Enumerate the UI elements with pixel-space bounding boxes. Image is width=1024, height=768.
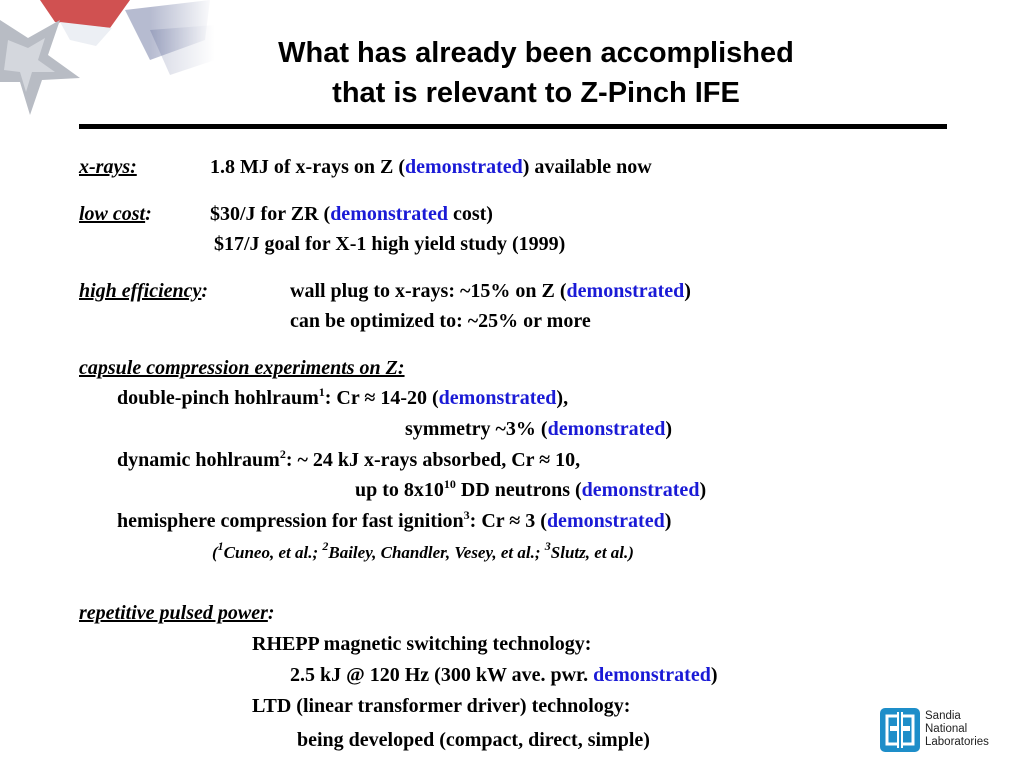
double-pinch-label: double-pinch hohlraum [117,387,319,409]
pulsed-colon: : [267,602,275,624]
rhepp-end: ) [710,664,718,686]
efficiency-text [290,280,691,303]
hemisphere-cr: : Cr ≈ 3 ( [469,510,547,532]
double-pinch-cr: : Cr ≈ 14-20 ( [324,387,439,409]
symmetry-row [405,418,672,441]
lowcost-colon: : [145,203,152,225]
neutrons-text: up to 8x10 [355,479,444,501]
cite-sup-3: 3 [544,539,551,553]
hemisphere-end: ) [664,510,672,532]
demonstrated-badge: demonstrated [330,203,448,225]
xrays-row [79,156,137,179]
double-pinch-row [117,387,568,410]
rhepp-row: RHEPP magnetic switching technology: [252,633,592,655]
sandia-thunderbird-icon [880,708,920,752]
lowcost-label: low cost [79,203,146,225]
demonstrated-badge: demonstrated [438,387,557,409]
rhepp-detail: 2.5 kJ @ 120 Hz (300 kW ave. pwr. [290,664,594,686]
cite-sup-2: 2 [322,539,329,553]
cite-open: ( [212,543,218,562]
efficiency-label: high efficiency [79,280,202,302]
dynamic-hohlraum-label: dynamic hohlraum [117,449,280,471]
cite-text-3: Slutz, et al.) [550,543,634,562]
capsule-heading: capsule compression experiments on Z: [79,357,405,379]
exponent-sup: 10 [443,477,456,491]
hemisphere-label: hemisphere compression for fast ignition [117,510,464,532]
demonstrated-badge: demonstrated [546,510,665,532]
demonstrated-badge: demonstrated [404,156,523,178]
dynamic-hohlraum-text: : ~ 24 kJ x-rays absorbed, Cr ≈ 10, [285,449,581,471]
dynamic-hohlraum-row [117,449,580,472]
lowcost-text [210,203,493,226]
title-line-2: that is relevant to Z-Pinch IFE [332,77,740,109]
title-line-1: What has already been accomplished [278,37,794,69]
pulsed-label: repetitive pulsed power [79,602,268,624]
lowcost-text2: cost) [447,203,493,225]
title-divider [79,124,947,129]
hemisphere-row [117,510,671,533]
double-pinch-end: ), [556,387,569,409]
cite-text-2: Bailey, Chandler, Vesey, et al.; [328,543,545,562]
cite-text-1: Cuneo, et al.; [223,543,323,562]
logo-line-1: Sandia [925,710,961,722]
efficiency-text1: wall plug to x-rays: ~15% on Z ( [290,280,567,302]
neutrons-end: ) [699,479,707,501]
ref-1-sup: 1 [318,385,325,399]
efficiency-line2: can be optimized to: ~25% or more [290,310,591,332]
demonstrated-badge: demonstrated [581,479,700,501]
symmetry-end: ) [665,418,673,440]
citation-line [212,539,634,563]
xrays-text2: ) available now [522,156,652,178]
demonstrated-badge: demonstrated [566,280,685,302]
lowcost-text1: $30/J for ZR ( [210,203,331,225]
demonstrated-badge: demonstrated [547,418,666,440]
ref-3-sup: 3 [463,508,470,522]
lowcost-row [79,203,152,226]
cite-sup-1: 1 [217,539,224,553]
ref-2-sup: 2 [279,447,286,461]
sandia-logo [880,708,990,754]
symmetry-text: symmetry ~3% ( [405,418,548,440]
logo-line-3: Laboratories [925,736,989,748]
efficiency-row [79,280,208,303]
logo-line-2: National [925,723,968,735]
xrays-text1: 1.8 MJ of x-rays on Z ( [210,156,405,178]
xrays-label: x-rays: [79,156,137,178]
ltd-row: LTD (linear transformer driver) technology: [252,695,631,717]
ltd-detail-row: being developed (compact, direct, simple) [297,729,650,751]
neutrons-row [355,479,706,502]
demonstrated-badge: demonstrated [593,664,711,686]
neutrons-rest: DD neutrons ( [455,479,582,501]
efficiency-colon: : [201,280,209,302]
xrays-text [210,156,652,179]
sandia-logo-text [925,710,989,749]
rhepp-detail-row [290,664,718,687]
lowcost-line2: $17/J goal for X-1 high yield study (1999) [214,233,566,255]
pulsed-row [79,602,275,625]
efficiency-text2: ) [684,280,691,302]
